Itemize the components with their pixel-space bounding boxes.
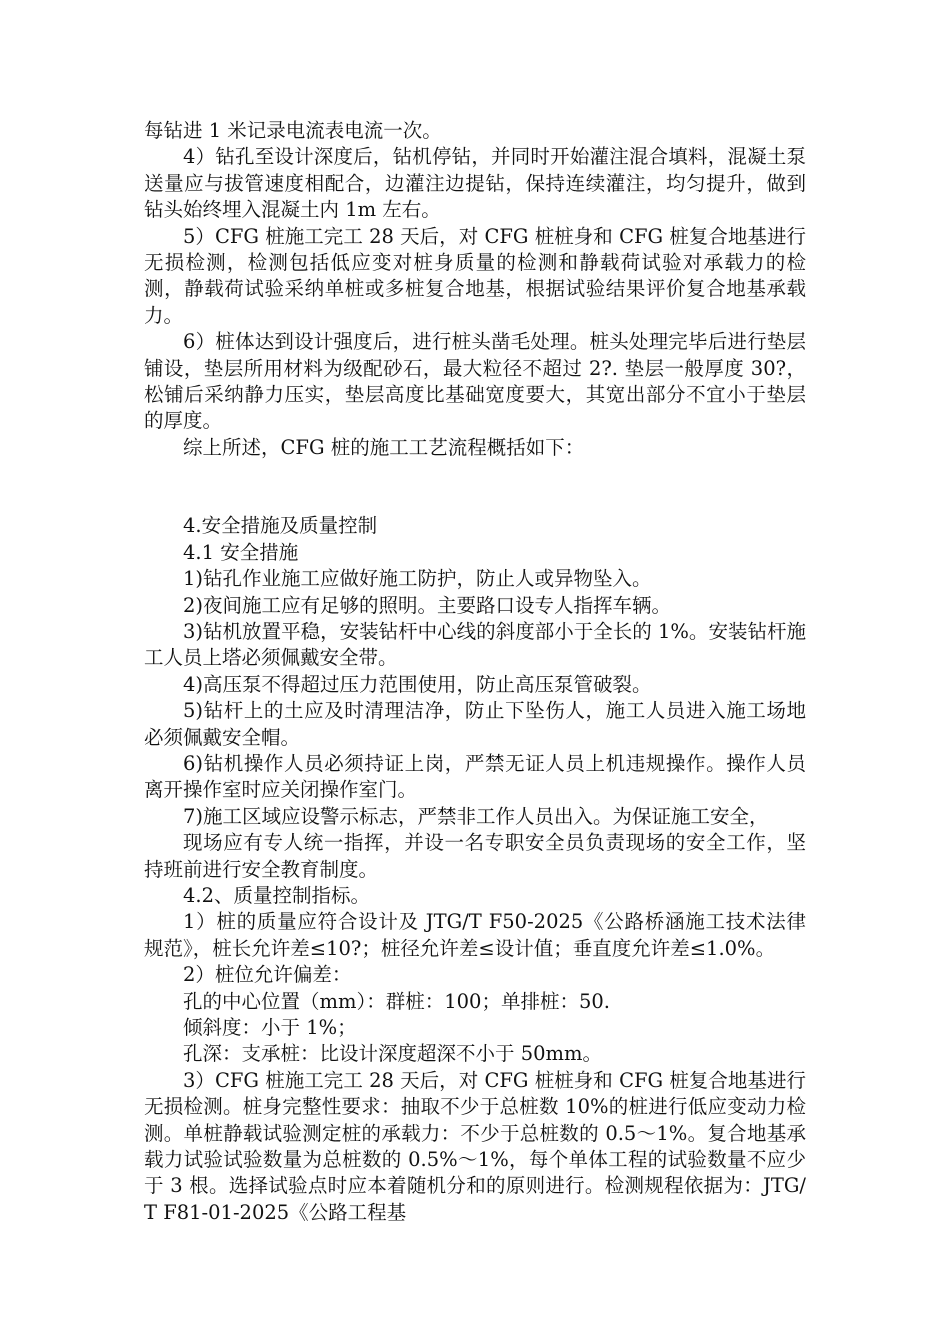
- paragraph-step-6-cushion: 6）桩体达到设计强度后，进行桩头凿毛处理。桩头处理完毕后进行垫层铺设，垫层所用材料为级配砂石，最大粒径不超过 2?. 垫层一般厚度 30?，松铺后采纳静力压实，垫层高度比基础宽度要大，其宽出部分不宜小于垫层的厚度。: [144, 330, 806, 433]
- quality-item-1: 1）桩的质量应符合设计及 JTG/T F50-2025《公路桥涵施工技术法律规范》，桩长允许差≤10?；桩径允许差≤设计值；垂直度允许差≤1.0%。: [144, 910, 806, 960]
- safety-item-6: 6)钻机操作人员必须持证上岗，严禁无证人员上机违规操作。操作人员离开操作室时应关闭操作室门。: [144, 751, 806, 802]
- paragraph-current-recording: 每钻进 1 米记录电流表电流一次。: [144, 119, 442, 142]
- paragraph-step-5-testing: 5）CFG 桩施工完工 28 天后，对 CFG 桩桩身和 CFG 桩复合地基进行无损检测，检测包括低应变对桩身质量的检测和静载荷试验对承载力的检测，静载荷试验采纳单桩或多桩复合地基，根据试验结果评价复合地基承载力。: [144, 224, 806, 327]
- quality-item-2-center: 孔的中心位置（mm）：群桩：100；单排桩：50.: [183, 989, 610, 1013]
- safety-item-5: 5)钻杆上的土应及时清理洁净，防止下坠伤人，施工人员进入施工场地必须佩戴安全帽。: [144, 699, 806, 749]
- section-heading-4-2: 4.2、质量控制指标。: [183, 883, 371, 907]
- safety-item-7-continued: 现场应有专人统一指挥，并设一名专职安全员负责现场的安全工作，坚持班前进行安全教育制度。: [144, 831, 806, 881]
- paragraph-summary: 综上所述，CFG 桩的施工工艺流程概括如下：: [183, 435, 585, 459]
- paragraph-step-4-drilling: 4）钻孔至设计深度后，钻机停钻，并同时开始灌注混合填料，混凝土泵送量应与拔管速度相配合，边灌注边提钻，保持连续灌注，均匀提升，做到钻头始终埋入混凝土内 1m 左右。: [144, 145, 806, 222]
- section-heading-4: 4.安全措施及质量控制: [183, 514, 378, 538]
- safety-item-4: 4)高压泵不得超过压力范围使用，防止高压泵管破裂。: [183, 672, 652, 696]
- safety-item-3: 3)钻机放置平稳，安装钻杆中心线的斜度部小于全长的 1%。安装钻杆施工人员上塔必须佩戴安全带。: [144, 619, 806, 670]
- flowchart-gap: [144, 461, 806, 513]
- document-page: [144, 118, 806, 1226]
- quality-item-2-tilt: 倾斜度：小于 1%；: [183, 1016, 357, 1039]
- section-heading-4-1: 4.1 安全措施: [183, 540, 299, 564]
- quality-item-3: 3）CFG 桩施工完工 28 天后，对 CFG 桩桩身和 CFG 桩复合地基进行无损检测。桩身完整性要求：抽取不少于总桩数 10%的桩进行低应变动力检测。单桩静载试验测定桩的承载力：不少于总桩数的 0.5～1%。复合地基承载力试验试验数量为总桩数的 0.5%～1%，每个单体工程的试验数量不应少于 3 根。选择试验点时应本着随机分和的原则进行。检测规程依据为：JTG/T F81-01-2025《公路工程基: [144, 1068, 806, 1224]
- safety-item-7: 7)施工区域应设警示标志，严禁非工作人员出入。为保证施工安全，: [183, 804, 769, 828]
- safety-item-2: 2)夜间施工应有足够的照明。主要路口设专人指挥车辆。: [183, 593, 672, 617]
- safety-item-1: 1)钻孔作业施工应做好施工防护，防止人或异物坠入。: [183, 567, 652, 591]
- quality-item-2-depth: 孔深：支承桩：比设计深度超深不小于 50mm。: [183, 1042, 602, 1066]
- quality-item-2: 2）桩位允许偏差：: [183, 963, 352, 987]
